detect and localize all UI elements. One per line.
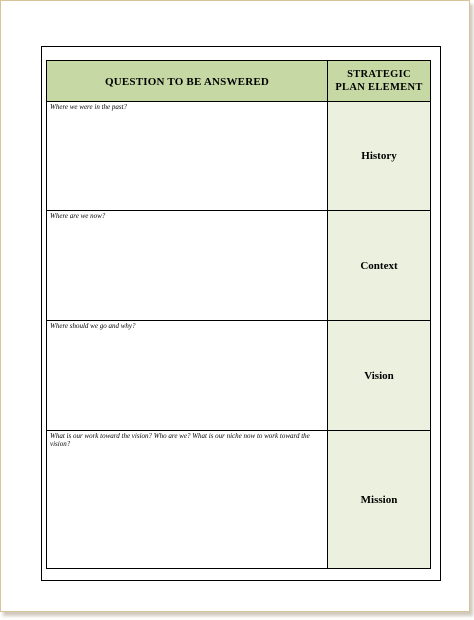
question-prompt: Where are we now?: [50, 212, 106, 220]
question-cell[interactable]: [47, 431, 328, 569]
element-cell: Context: [328, 211, 431, 321]
question-column-header: [47, 61, 328, 102]
element-header-line2: PLAN ELEMENT: [335, 82, 423, 93]
strategic-plan-table: [46, 60, 431, 569]
element-header-line1: STRATEGIC: [347, 69, 411, 80]
element-cell: Vision: [328, 321, 431, 431]
question-header-text: QUESTION TO BE ANSWERED: [104, 76, 270, 88]
table-row: [47, 321, 431, 431]
question-prompt: Where we were in the past?: [50, 103, 128, 111]
element-cell: History: [328, 102, 431, 211]
table-row: [47, 211, 431, 321]
table-header-row: [47, 61, 431, 102]
question-prompt: Where should we go and why?: [50, 322, 136, 330]
table-row: [47, 431, 431, 569]
element-column-header: [328, 61, 431, 102]
element-cell: Mission: [328, 431, 431, 569]
question-cell[interactable]: [47, 211, 328, 321]
table-row: [47, 102, 431, 211]
question-cell[interactable]: [47, 102, 328, 211]
question-prompt: What is our work toward the vision? Who are we? What is our niche now to work toward the vision?: [50, 432, 310, 448]
question-cell[interactable]: [47, 321, 328, 431]
